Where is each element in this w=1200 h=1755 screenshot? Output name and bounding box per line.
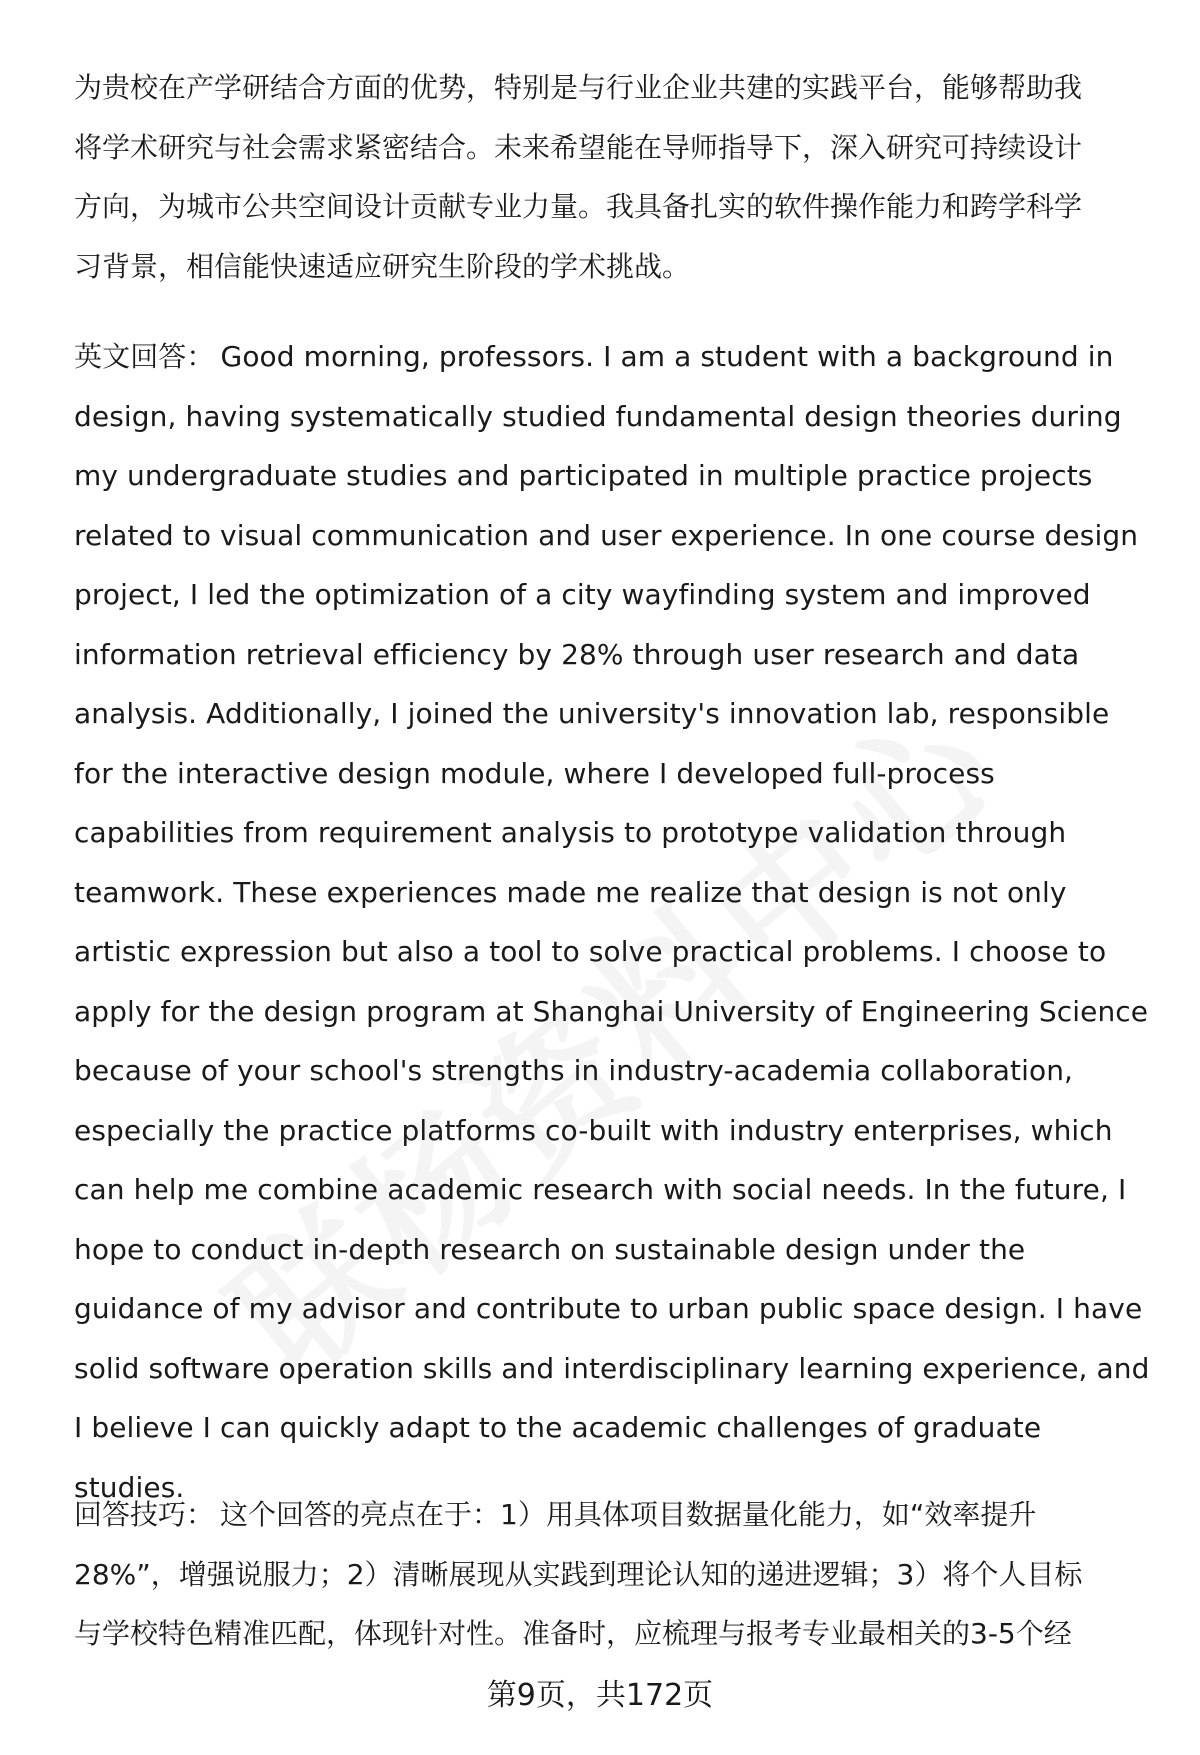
paragraph-continuation: 为贵校在产学研结合方面的优势，特别是与行业企业共建的实践平台，能够帮助我 将学术研究与社会需求紧密结合。未来希望能在导师指导下，深入研究可持续设计 方向，为城市公共空间设计贡献专业力量。我具备扎实的软件操作能力和跨学科学 习背景，相信能快速适应研究生阶段的学术挑战。 [74,71,1083,283]
answer-tips-paragraph [74,1485,1159,1664]
answer-tips-label: 回答技巧： [74,1498,215,1531]
page-number-footer: 第9页，共172页 [486,1678,714,1713]
english-answer-text: Good morning, professors. I am a student with a background in design, having systematically studied fundamental design theories during my undergraduate studies and participated in multiple practice projects related to visual communication and user experience. In one course design project, I led the optimization of a city wayfinding system and improved information retrieval efficiency by 28% through user research and data analysis. Additionally, I joined the university's innovation lab, responsible for the interactive design module, where I developed full-process capabilities from requirement analysis to prototype validation through teamwork. These experiences made me realize that design is not only artistic expression but also a tool to solve practical problems. I choose to apply for the design program at Shanghai University of Engineering Science because of your school's strengths in industry-academia collaboration, especially the practice platforms co-built with industry enterprises, which can help me combine academic research with social needs. In the future, I hope to conduct in-depth research on sustainable design under the guidance of my advisor and contribute to urban public space design. I have solid software operation skills and interdisciplinary learning experience, and I believe I can quickly adapt to the academic challenges of graduate studies. [74,340,1150,1504]
english-answer-label: 英文回答： [74,340,215,373]
answer-tips-text: 这个回答的亮点在于：1）用具体项目数据量化能力，如“效率提升 28%”，增强说服力；2）清晰展现从实践到理论认知的递进逻辑；3）将个人目标 与学校特色精准匹配，体现针对性。准备时，应梳理与报考专业最相关的3-5个经 [74,1498,1083,1650]
english-answer-paragraph [74,327,1159,1517]
